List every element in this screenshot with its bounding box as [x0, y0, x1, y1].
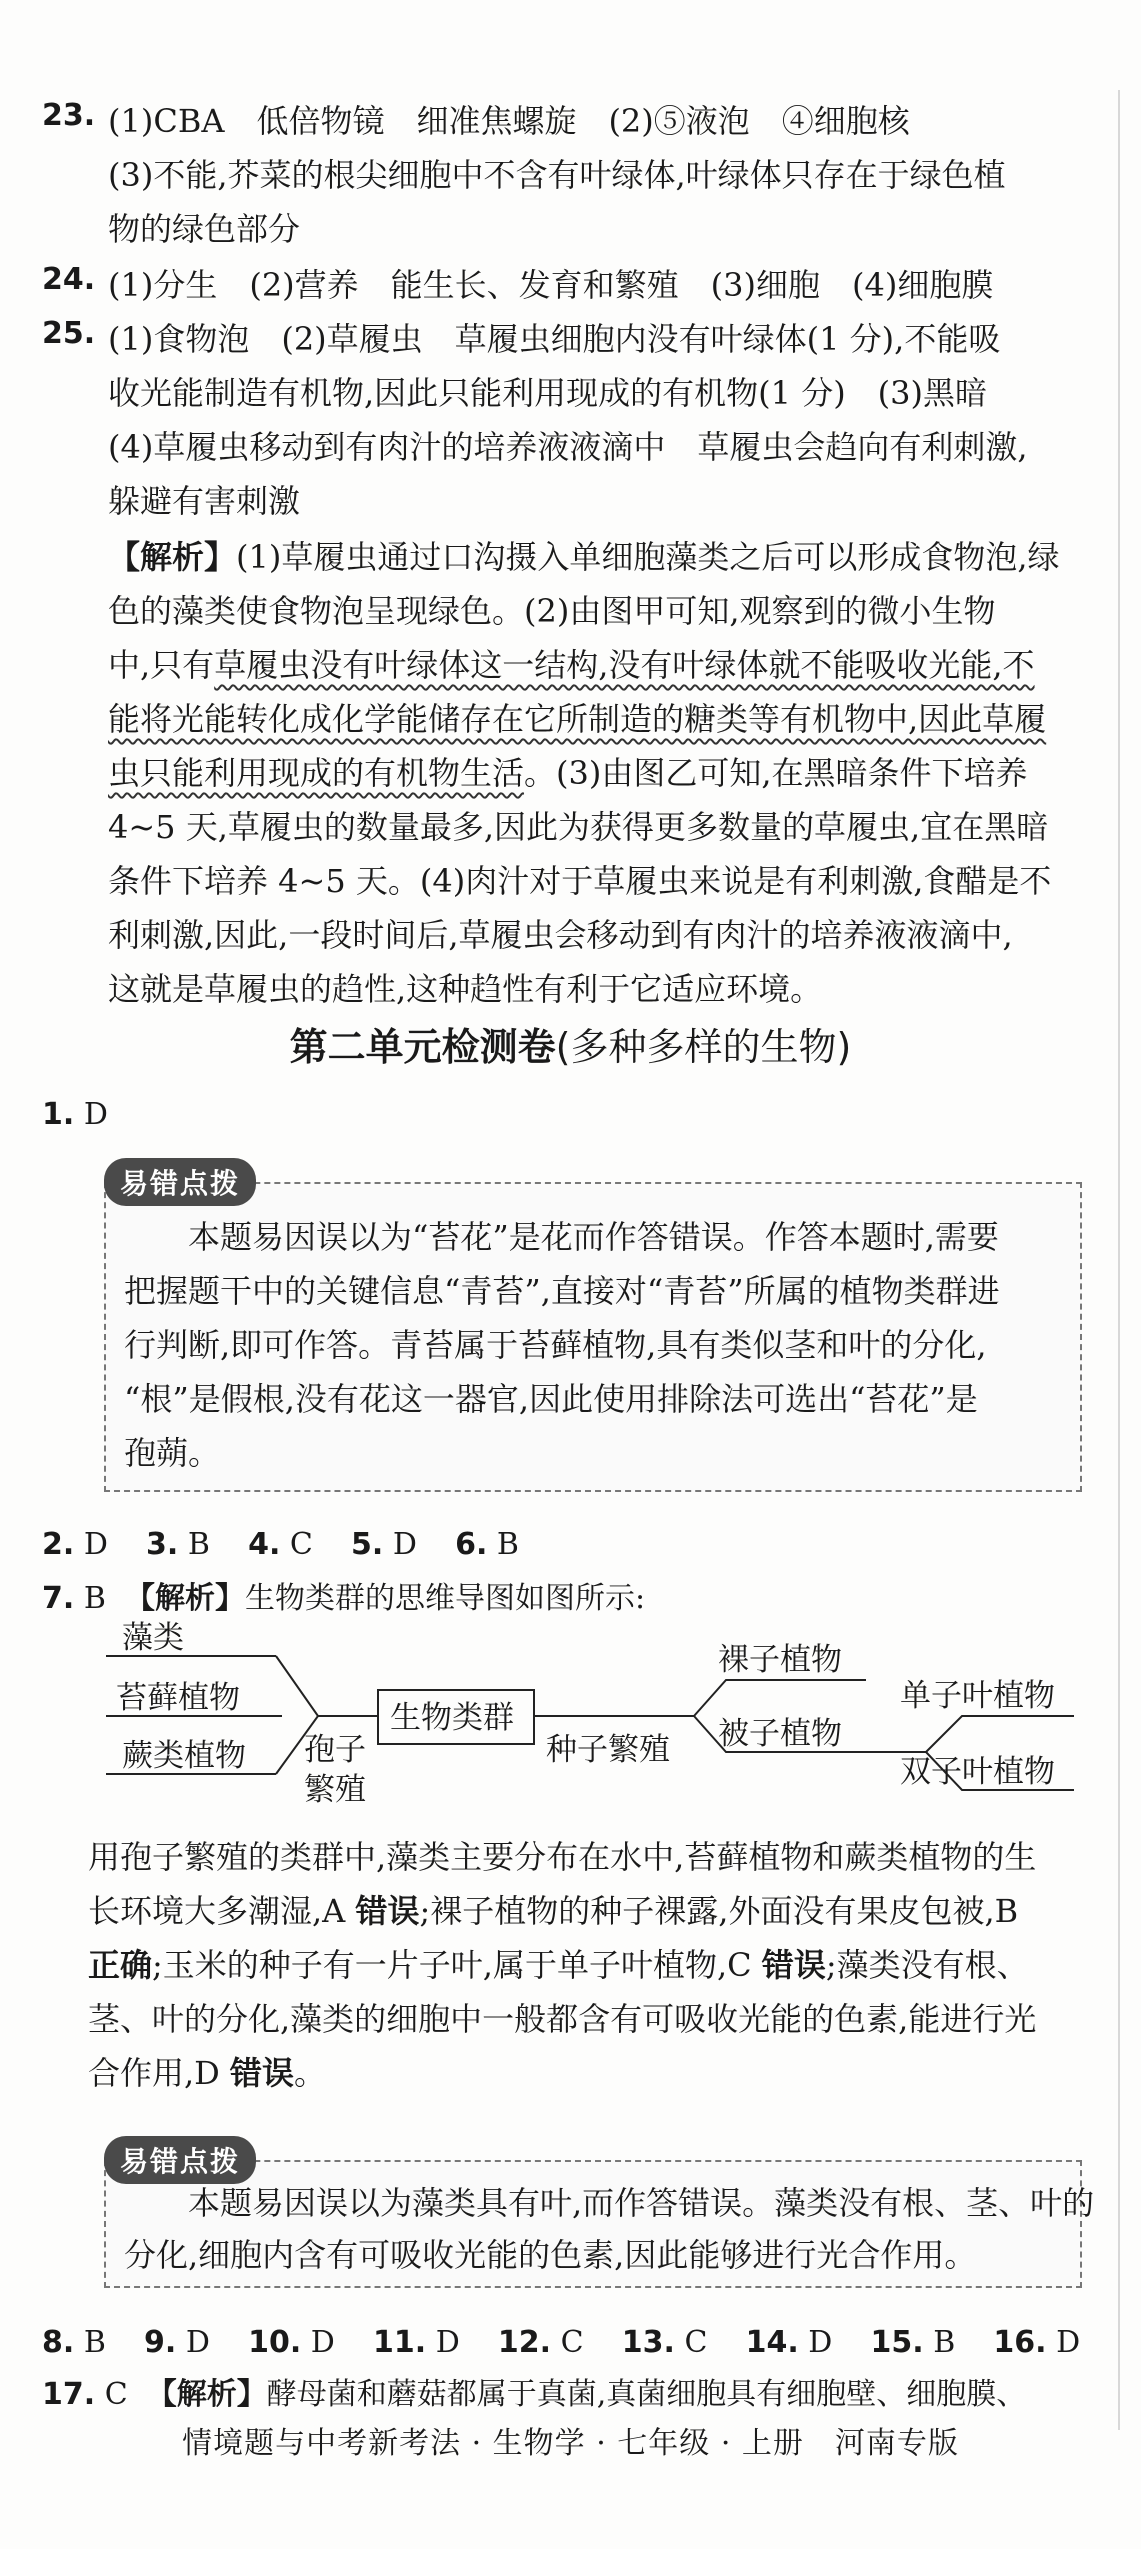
tip2-line-2: 分化,细胞内含有可吸收光能的色素,因此能够进行光合作用。 — [124, 2236, 977, 2274]
q7-verdict: 错误 — [761, 1946, 826, 1984]
error-tip-label: 易错点拨 — [104, 2136, 256, 2184]
answer: D — [310, 2325, 335, 2360]
q25-line-3: (4)草履虫移动到有肉汁的培养液液滴中 草履虫会趋向有利刺激, — [108, 428, 1028, 466]
q7-explain-text: ;裸子植物的种子裸露,外面没有果皮包被,B — [419, 1892, 1019, 1930]
mindmap-algae: 藻类 — [122, 1620, 184, 1656]
q25-analysis-line-3 — [108, 638, 1099, 692]
q25-analysis-line-1 — [108, 530, 1099, 584]
question-number: 10. — [248, 2325, 302, 2360]
analysis-tag: 【解析】 — [146, 2377, 267, 2412]
q7-explain-line-2 — [88, 1884, 1099, 1938]
q7-explain-line-3 — [88, 1938, 1099, 1992]
question-number-7: 7. — [42, 1581, 75, 1616]
question-number-24: 24. — [42, 262, 96, 297]
answer-row-2-6 — [42, 1520, 519, 1570]
section-title-sub: (多种多样的生物) — [555, 1025, 852, 1069]
q23-line-1: (1)CBA 低倍物镜 细准焦螺旋 (2)⑤液泡 ④细胞核 — [108, 102, 910, 140]
q7-explain-text: 长环境大多潮湿,A — [88, 1892, 356, 1930]
answer-row-8-16 — [42, 2318, 1080, 2368]
question-number-25: 25. — [42, 316, 96, 351]
question-number: 15. — [870, 2325, 924, 2360]
answer-7: B — [83, 1581, 106, 1616]
question-number: 9. — [144, 2325, 177, 2360]
q25-analysis-text-3: 中,只有 — [108, 646, 215, 684]
q7-explain-text: ;玉米的种子有一片子叶,属于单子叶植物,C — [152, 1946, 762, 1984]
mindmap-dicots: 双子叶植物 — [900, 1754, 1055, 1790]
q7-explain-text: 。 — [294, 2054, 327, 2092]
question-number-1: 1. — [42, 1097, 75, 1132]
answer: B — [496, 1527, 519, 1562]
answer: C — [684, 2325, 708, 2360]
question-number: 12. — [497, 2325, 552, 2360]
question-number: 5. — [351, 1527, 384, 1562]
q7-explain-text: ;藻类没有根、 — [825, 1946, 1029, 1984]
answer: C — [560, 2325, 584, 2360]
mindmap-bryophytes: 苔藓植物 — [116, 1680, 240, 1716]
analysis-tag: 【解析】 — [108, 538, 237, 576]
answer: B — [187, 1527, 210, 1562]
section-title — [0, 1016, 1141, 1071]
q7-verdict: 正确 — [88, 1946, 153, 1984]
mindmap-gymnosperms: 裸子植物 — [718, 1642, 842, 1678]
mindmap-spore-1: 孢子 — [304, 1732, 366, 1768]
page-footer: 情境题与中考新考法 · 生物学 · 七年级 · 上册 河南专版 — [182, 2426, 959, 2461]
q7-explain-line-4: 茎、叶的分化,藻类的细胞中一般都含有可吸收光能的色素,能进行光 — [88, 2000, 1037, 2038]
q25-line-4: 躲避有害刺激 — [108, 482, 301, 520]
question-number: 8. — [42, 2325, 75, 2360]
q25-analysis-line-9: 这就是草履虫的趋性,这种趋性有利于它适应环境。 — [108, 970, 823, 1008]
tip1-line-1: 本题易因误以为“苔花”是花而作答错误。作答本题时,需要 — [124, 1218, 999, 1256]
q7-intro: 生物类群的思维导图如图所示: — [244, 1581, 646, 1616]
organism-groups-mindmap — [106, 1620, 1086, 1820]
q7-verdict: 错误 — [355, 1892, 420, 1930]
answer-row-17 — [42, 2370, 1026, 2420]
question-number: 6. — [455, 1527, 488, 1562]
q25-analysis-line-7: 条件下培养 4~5 天。(4)肉汁对于草履虫来说是有利刺激,食醋是不 — [108, 862, 1052, 900]
tip1-line-3: 行判断,即可作答。青苔属于苔藓植物,具有类似茎和叶的分化, — [124, 1326, 987, 1364]
error-tip-label: 易错点拨 — [104, 1158, 256, 1206]
q7-verdict: 错误 — [230, 2054, 295, 2092]
answer-1: D — [83, 1097, 108, 1132]
tip1-line-2: 把握题干中的关键信息“青苔”,直接对“青苔”所属的植物类群进 — [124, 1272, 1000, 1310]
answer-row-7 — [42, 1574, 645, 1624]
q17-analysis-text: 酵母菌和蘑菇都属于真菌,真菌细胞具有细胞壁、细胞膜、 — [266, 2377, 1027, 2412]
question-number: 2. — [42, 1527, 75, 1562]
question-number: 4. — [248, 1527, 281, 1562]
q7-explain-text: 合作用,D — [88, 2054, 231, 2092]
mindmap-angiosperms: 被子植物 — [718, 1716, 842, 1752]
question-number: 13. — [621, 2325, 675, 2360]
q25-analysis-line-2: 色的藻类使食物泡呈现绿色。(2)由图甲可知,观察到的微小生物 — [108, 592, 996, 630]
wavy-emphasis: 草履虫没有叶绿体这一结构,没有叶绿体就不能吸收光能,不 — [214, 646, 1035, 684]
mindmap-seed-reproduction: 种子繁殖 — [546, 1732, 670, 1768]
mindmap-spore-2: 繁殖 — [304, 1772, 366, 1808]
question-number-17: 17. — [42, 2377, 96, 2412]
q25-analysis-line-4 — [108, 692, 1099, 746]
q24-line-1: (1)分生 (2)营养 能生长、发育和繁殖 (3)细胞 (4)细胞膜 — [108, 266, 994, 304]
tip1-line-4: “根”是假根,没有花这一器官,因此使用排除法可选出“苔花”是 — [124, 1380, 978, 1418]
q25-analysis-line-8: 利刺激,因此,一段时间后,草履虫会移动到有肉汁的培养液液滴中, — [108, 916, 1013, 954]
q25-analysis-text-1: (1)草履虫通过口沟摄入单细胞藻类之后可以形成食物泡,绿 — [236, 538, 1060, 576]
question-number: 3. — [146, 1527, 179, 1562]
tip1-line-5: 孢蒴。 — [124, 1434, 221, 1472]
q25-analysis-line-6: 4~5 天,草履虫的数量最多,因此为获得更多数量的草履虫,宜在黑暗 — [108, 808, 1049, 846]
answer: B — [83, 2325, 106, 2360]
answer: D — [392, 1527, 417, 1562]
analysis-tag: 【解析】 — [124, 1581, 245, 1616]
question-number: 11. — [373, 2325, 427, 2360]
q7-explain-line-5 — [88, 2046, 1099, 2100]
error-tip-box-1 — [104, 1167, 1082, 1492]
q23-line-3: 物的绿色部分 — [108, 210, 301, 248]
question-number-23: 23. — [42, 98, 96, 133]
answer: C — [289, 1527, 313, 1562]
answer-17: C — [104, 2377, 128, 2412]
mindmap-center: 生物类群 — [390, 1700, 514, 1736]
answer: B — [933, 2325, 956, 2360]
answer: D — [1056, 2325, 1081, 2360]
mindmap-monocots: 单子叶植物 — [900, 1678, 1055, 1714]
answer: D — [808, 2325, 833, 2360]
q7-explain-line-1: 用孢子繁殖的类群中,藻类主要分布在水中,苔藓植物和蕨类植物的生 — [88, 1838, 1037, 1876]
mindmap-ferns: 蕨类植物 — [122, 1738, 246, 1774]
tip2-line-1: 本题易因误以为藻类具有叶,而作答错误。藻类没有根、茎、叶的 — [124, 2184, 1095, 2222]
q25-analysis-line-5 — [108, 746, 1099, 800]
answer-row-1 — [42, 1090, 108, 1140]
answer: D — [185, 2325, 210, 2360]
answer: D — [83, 1527, 108, 1562]
q25-analysis-text-5: 。(3)由图乙可知,在黑暗条件下培养 — [524, 754, 1028, 792]
section-title-main: 第二单元检测卷 — [289, 1025, 556, 1069]
question-number: 16. — [993, 2325, 1047, 2360]
q25-line-1: (1)食物泡 (2)草履虫 草履虫细胞内没有叶绿体(1 分),不能吸 — [108, 320, 1001, 358]
error-tip-box-2 — [104, 2145, 1095, 2288]
q25-line-2: 收光能制造有机物,因此只能利用现成的有机物(1 分) (3)黑暗 — [108, 374, 988, 412]
wavy-emphasis: 虫只能利用现成的有机物生活 — [108, 754, 525, 792]
question-number: 14. — [745, 2325, 799, 2360]
q23-line-2: (3)不能,芥菜的根尖细胞中不含有叶绿体,叶绿体只存在于绿色植 — [108, 156, 1006, 194]
wavy-emphasis: 能将光能转化成化学能储存在它所制造的糖类等有机物中,因此草履 — [108, 700, 1047, 738]
answer: D — [435, 2325, 460, 2360]
page-edge-rule — [1118, 90, 1120, 2430]
